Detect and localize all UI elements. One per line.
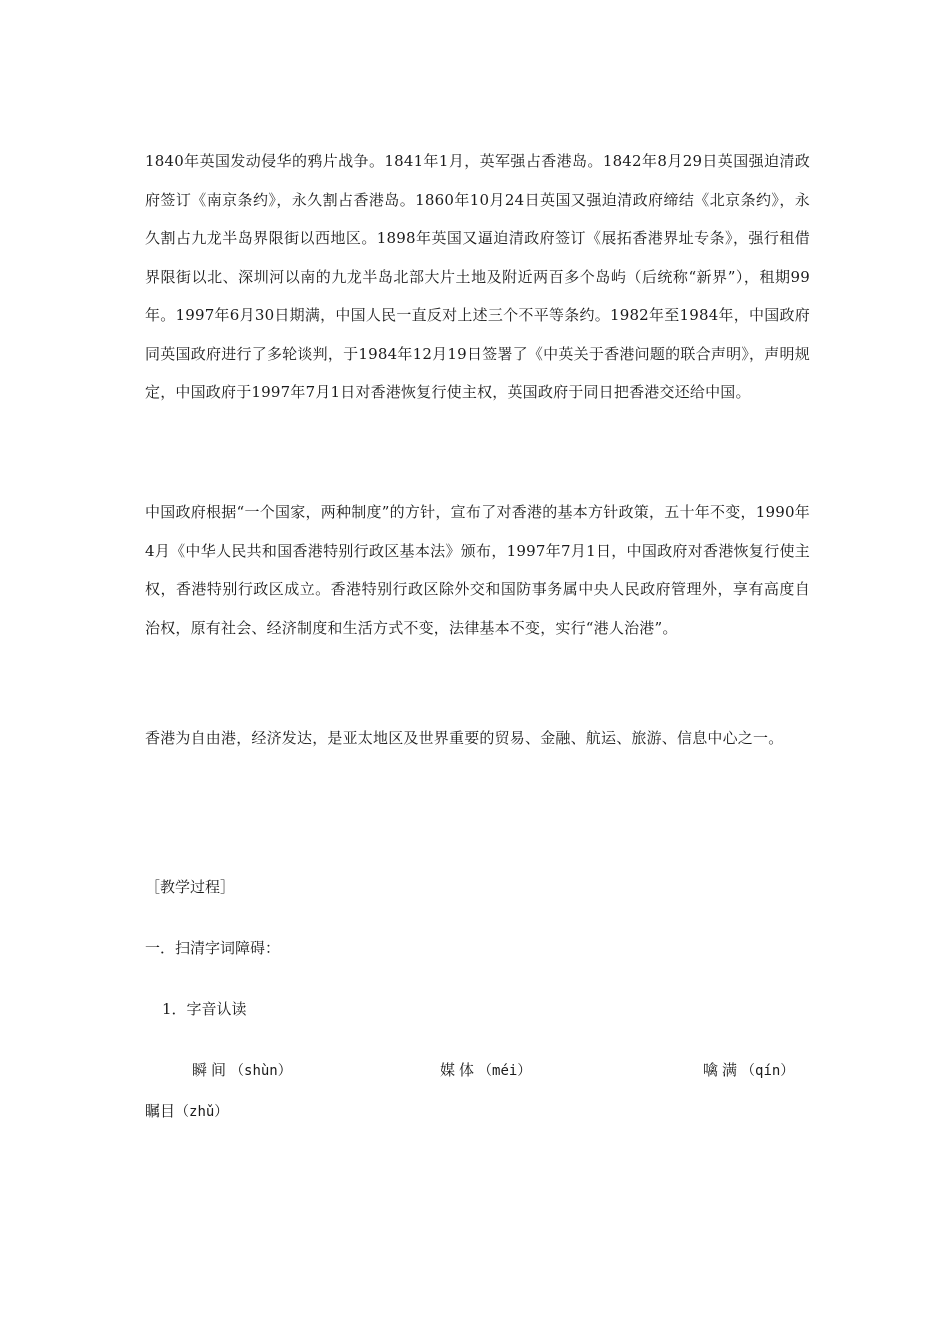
- vocab-word: 瞩目: [145, 1102, 176, 1120]
- vocab-word: 媒体: [440, 1061, 479, 1079]
- vocab-item: [703, 1059, 794, 1080]
- subsection-heading: 1．字音认读: [162, 1000, 247, 1018]
- vocab-word: 瞬间: [192, 1061, 231, 1079]
- vocab-pinyin: （qín）: [741, 1063, 795, 1079]
- vocab-item: [192, 1059, 292, 1080]
- vocab-pinyin: （méi）: [478, 1063, 532, 1079]
- economy-paragraph: 香港为自由港，经济发达，是亚太地区及世界重要的贸易、金融、航运、旅游、信息中心之一。: [145, 729, 784, 747]
- vocab-item: [440, 1059, 531, 1080]
- vocab-word: 噙满: [703, 1061, 742, 1079]
- vocab-pinyin: （shùn）: [230, 1063, 292, 1079]
- policy-paragraph: 中国政府根据“一个国家，两种制度”的方针，宣布了对香港的基本方针政策，五十年不变，1990年4月《中华人民共和国香港特别行政区基本法》颁布，1997年7月1日，中国政府对香港恢复行使主权，香港特别行政区成立。香港特别行政区除外交和国防事务属中央人民政府管理外，享有高度自治权，原有社会、经济制度和生活方式不变，法律基本不变，实行“港人治港”。: [145, 503, 810, 637]
- step-heading: 一．扫清字词障碍：: [145, 939, 281, 957]
- section-heading: ［教学过程］: [145, 878, 236, 896]
- vocab-pinyin: （zhǔ）: [175, 1104, 229, 1120]
- history-paragraph: 1840年英国发动侵华的鸦片战争。1841年1月，英军强占香港岛。1842年8月29日英国强迫清政府签订《南京条约》，永久割占香港岛。1860年10月24日英国又强迫清政府缔结《北京条约》，永久割占九龙半岛界限街以西地区。1898年英国又逼迫清政府签订《展拓香港界址专条》，强行租借界限街以北、深圳河以南的九龙半岛北部大片土地及附近两百多个岛屿（后统称“新界”），租期99年。1997年6月30日期满，中国人民一直反对上述三个不平等条约。1982年至1984年，中国政府同英国政府进行了多轮谈判，于1984年12月19日签署了《中英关于香港问题的联合声明》，声明规定，中国政府于1997年7月1日对香港恢复行使主权，英国政府于同日把香港交还给中国。: [145, 152, 810, 401]
- vocab-item: [145, 1100, 228, 1121]
